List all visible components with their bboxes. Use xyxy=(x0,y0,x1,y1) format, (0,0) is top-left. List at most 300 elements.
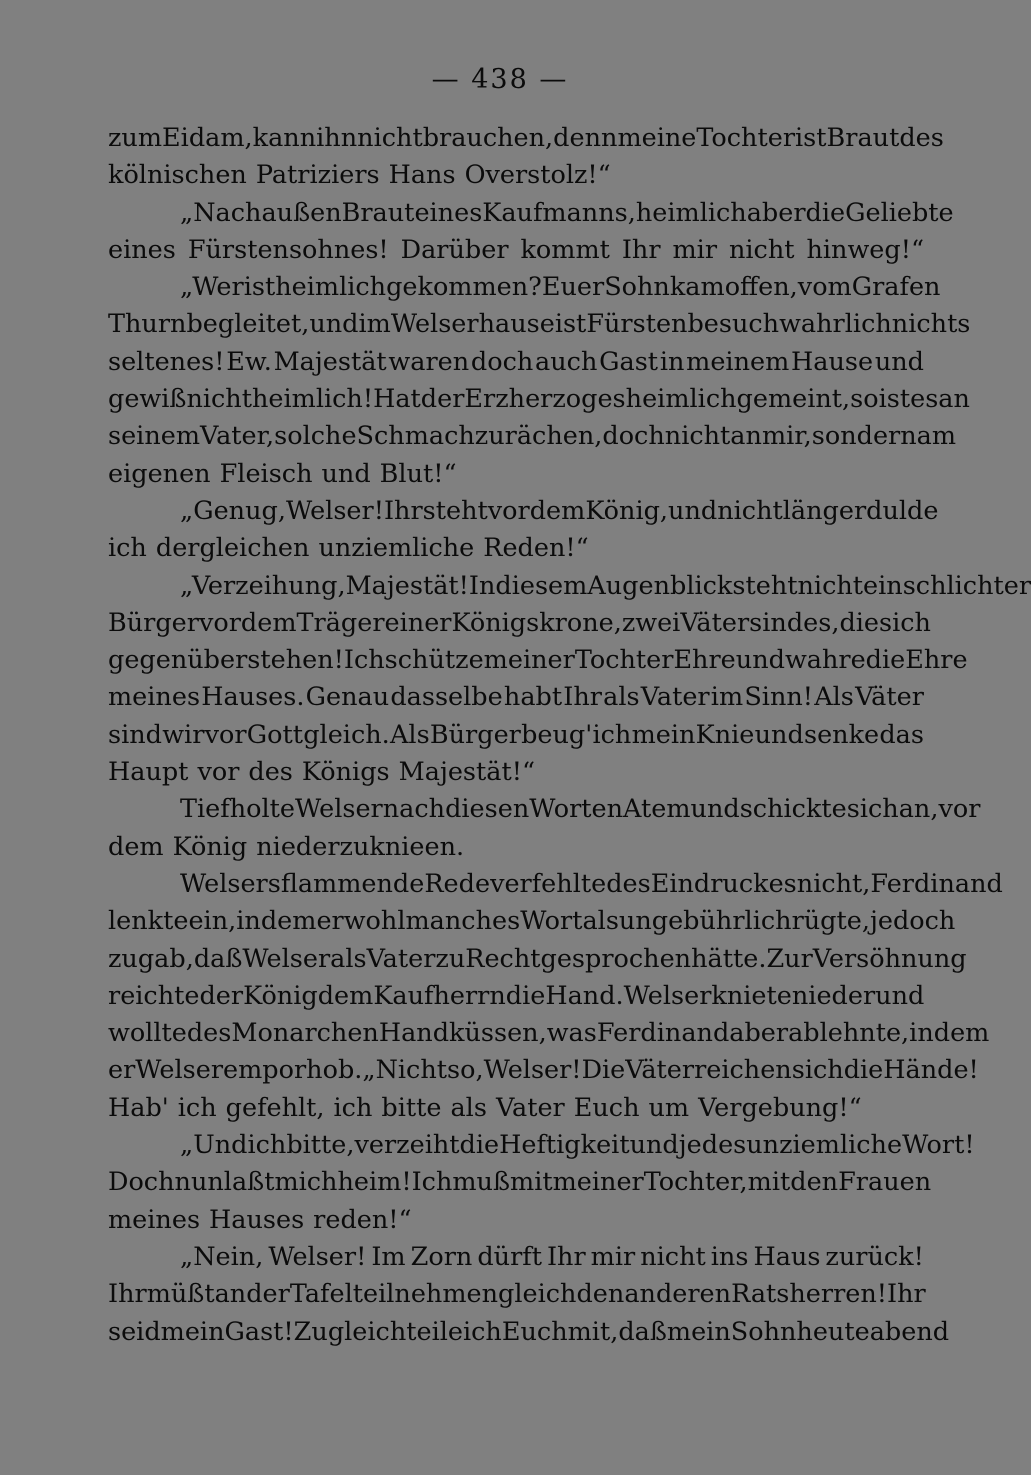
word: bitte, xyxy=(286,1130,355,1161)
text-line xyxy=(108,829,924,866)
word: Ihr xyxy=(563,682,602,713)
word: brauchen, xyxy=(422,123,554,153)
word: Die xyxy=(581,1055,626,1086)
word: ist xyxy=(878,384,911,415)
word: Ihr xyxy=(383,495,423,526)
word: indem xyxy=(909,1018,990,1049)
word: heimlich xyxy=(275,272,387,303)
word: „Wer xyxy=(180,272,244,303)
text-line xyxy=(108,1276,924,1313)
text-line xyxy=(108,1164,932,1201)
word: unziemliche xyxy=(318,533,475,564)
word: das xyxy=(879,719,924,750)
word: und xyxy=(309,309,359,340)
text-line xyxy=(108,456,924,493)
word: zwei xyxy=(621,607,681,638)
word: bitte xyxy=(381,1092,442,1123)
word: der xyxy=(420,384,465,415)
word: es xyxy=(597,384,626,415)
word: nicht xyxy=(664,421,731,452)
word: Geliebte xyxy=(845,197,954,228)
word: einer xyxy=(384,607,452,638)
word: Knie xyxy=(695,719,755,750)
word: beug' xyxy=(521,719,593,750)
word: als xyxy=(582,906,619,937)
word: ich xyxy=(108,533,147,564)
word: Majestät!“ xyxy=(398,757,536,788)
text-line xyxy=(108,1015,990,1052)
word: Zorn xyxy=(410,1241,473,1272)
word: als xyxy=(603,682,640,713)
word: denn xyxy=(553,123,618,153)
word: nicht xyxy=(357,123,423,153)
word: meinem xyxy=(686,346,790,377)
word: den xyxy=(576,1279,625,1310)
word: die xyxy=(459,1130,500,1161)
word: solche xyxy=(274,421,357,452)
word: heimlich xyxy=(635,197,747,228)
word: „Nach xyxy=(180,197,262,228)
word: eines xyxy=(414,197,483,228)
word: nun xyxy=(174,1167,224,1198)
word: des xyxy=(899,123,944,153)
word: Gast! xyxy=(224,1316,294,1347)
word: Ehre xyxy=(673,645,736,676)
word: es, xyxy=(803,607,840,638)
text-line xyxy=(108,1052,979,1089)
text-line xyxy=(108,1090,924,1127)
word: mir xyxy=(590,1241,636,1272)
word: zum xyxy=(108,123,163,153)
word: „Nicht xyxy=(362,1055,448,1086)
word: offen, xyxy=(724,272,798,303)
word: Welser xyxy=(135,1055,224,1086)
word: ich xyxy=(463,1316,502,1347)
text-line xyxy=(108,679,924,716)
word: um xyxy=(648,1092,690,1123)
word: Monarchen xyxy=(231,1018,379,1049)
word: flammende xyxy=(280,868,425,899)
word: und xyxy=(754,719,804,750)
word: er xyxy=(108,1055,136,1086)
word: nieder xyxy=(791,980,876,1011)
word: Eidam, xyxy=(162,123,253,153)
word: ich xyxy=(333,1092,373,1123)
word: „Verzeihung, xyxy=(180,570,346,601)
word: dem xyxy=(317,980,374,1011)
word: Vergebung!“ xyxy=(698,1092,862,1123)
word: sind xyxy=(749,607,804,638)
word: Bürger xyxy=(429,719,521,750)
word: Majestät! xyxy=(345,570,469,601)
page-number: — 438 — xyxy=(431,64,569,95)
word: Blut!“ xyxy=(379,458,457,489)
word: Braut xyxy=(341,197,415,228)
word: kommt xyxy=(520,234,610,265)
word: an xyxy=(938,384,970,415)
text-line xyxy=(108,306,971,343)
word: Welsers xyxy=(180,868,281,899)
word: Ew. xyxy=(226,346,272,377)
word: dem xyxy=(108,831,164,862)
word: Wort! xyxy=(902,1130,975,1161)
word: sondern xyxy=(811,421,917,452)
word: Als xyxy=(390,719,430,750)
word: Darüber xyxy=(400,234,509,265)
word: meines xyxy=(108,1204,201,1235)
word: gemeint, xyxy=(736,384,851,415)
word: außen xyxy=(261,197,342,228)
word: jedoch xyxy=(869,906,956,937)
word: wahrlich xyxy=(779,309,892,340)
word: mir xyxy=(672,234,718,265)
word: anderen xyxy=(624,1279,732,1310)
word: Versöhnung xyxy=(812,943,967,974)
word: Ehre xyxy=(905,645,968,676)
word: Fürstensohnes! xyxy=(187,234,389,265)
word: am xyxy=(916,421,957,452)
word: sind xyxy=(108,719,162,750)
word: jedes xyxy=(678,1130,747,1161)
word: im xyxy=(710,682,744,713)
word: rügte, xyxy=(791,906,870,937)
word: wohl xyxy=(343,906,406,937)
word: „Genug, xyxy=(180,495,286,526)
word: vor xyxy=(938,794,981,825)
word: ungebührlich xyxy=(618,906,792,937)
word: Hab' xyxy=(108,1092,169,1123)
word: ins xyxy=(710,1241,749,1272)
word: und xyxy=(875,980,925,1011)
word: unziemliche xyxy=(746,1130,903,1161)
word: daß xyxy=(618,1316,667,1347)
word: Ihr xyxy=(887,1279,926,1310)
word: hinweg!“ xyxy=(806,234,924,265)
word: zugab, xyxy=(108,943,194,974)
word: Braut xyxy=(826,123,900,153)
word: mit xyxy=(510,1167,553,1198)
word: vom xyxy=(797,272,852,303)
word: schütze xyxy=(384,645,484,676)
word: vor xyxy=(487,495,530,526)
word: Doch xyxy=(108,1167,175,1198)
word: und xyxy=(629,1130,679,1161)
word: Genau xyxy=(305,682,390,713)
word: muß xyxy=(452,1167,511,1198)
word: aber xyxy=(729,1018,789,1049)
word: nicht xyxy=(717,495,783,526)
word: die xyxy=(839,607,880,638)
word: heim! xyxy=(337,1167,412,1198)
word: niederzuknieen. xyxy=(256,831,465,862)
text-line xyxy=(108,381,970,418)
word: kniete xyxy=(711,980,792,1011)
word: habt xyxy=(503,682,563,713)
word: zurück! xyxy=(825,1241,924,1272)
word: sich xyxy=(791,1055,844,1086)
word: Welser xyxy=(294,794,383,825)
text-line xyxy=(108,1202,924,1239)
word: als xyxy=(450,1092,487,1123)
word: doch xyxy=(602,421,665,452)
word: meines xyxy=(108,682,201,713)
word: Ferdinand xyxy=(870,868,1003,899)
word: heute xyxy=(796,1316,870,1347)
word: sich xyxy=(879,607,931,638)
word: mich xyxy=(274,1167,338,1198)
word: Vater xyxy=(640,682,710,713)
word: nicht xyxy=(797,570,864,601)
word: zu xyxy=(435,943,466,974)
word: Vater, xyxy=(200,421,275,452)
word: seinem xyxy=(108,421,201,452)
word: abend xyxy=(869,1316,950,1347)
word: dulde xyxy=(866,495,939,526)
word: gefehlt, xyxy=(225,1092,325,1123)
word: in xyxy=(659,346,685,377)
word: die xyxy=(843,1055,884,1086)
word: teile xyxy=(406,1316,463,1347)
word: indem xyxy=(236,906,317,937)
text-line xyxy=(108,568,1031,605)
word: die xyxy=(805,197,846,228)
word: Träger xyxy=(296,607,385,638)
word: gleich xyxy=(498,1279,577,1310)
word: kölnischen xyxy=(108,160,247,191)
word: Overstolz!“ xyxy=(464,160,611,191)
word: Tafel xyxy=(289,1279,353,1310)
word: den xyxy=(790,1167,839,1198)
word: dem xyxy=(529,495,586,526)
word: gekommen? xyxy=(386,272,542,303)
word: Ich xyxy=(411,1167,453,1198)
word: der xyxy=(199,980,244,1011)
word: seid xyxy=(108,1316,161,1347)
text-line xyxy=(108,232,924,269)
word: König, xyxy=(585,495,669,526)
text-line xyxy=(108,791,981,828)
word: an xyxy=(214,1279,247,1310)
body-text xyxy=(108,120,1031,1351)
word: dürft xyxy=(477,1241,542,1272)
word: nicht xyxy=(728,234,795,265)
word: doch xyxy=(470,346,534,377)
word: so, xyxy=(447,1055,484,1086)
word: ist xyxy=(243,272,276,303)
word: Zur xyxy=(766,943,813,974)
word: und xyxy=(321,458,371,489)
word: hätte. xyxy=(691,943,767,974)
word: Sohn xyxy=(730,1316,797,1347)
word: Welser xyxy=(242,943,331,974)
word: nicht xyxy=(186,384,252,415)
word: schickte xyxy=(739,794,847,825)
word: ein xyxy=(863,570,903,601)
word: dem xyxy=(240,607,297,638)
word: Reden!“ xyxy=(483,533,589,564)
text-line xyxy=(108,418,957,455)
word: meiner xyxy=(483,645,575,676)
word: Gast xyxy=(599,346,659,377)
word: mit xyxy=(747,1167,791,1198)
word: Als xyxy=(814,682,854,713)
word: Welser xyxy=(623,980,712,1011)
word: Zugleich xyxy=(293,1316,407,1347)
word: Hauses. xyxy=(201,682,305,713)
text-line xyxy=(108,941,967,978)
word: ihn xyxy=(316,123,358,153)
word: Thurn xyxy=(108,309,187,340)
word: senke xyxy=(803,719,880,750)
text-line xyxy=(108,866,1003,903)
word: begleitet, xyxy=(186,309,310,340)
word: zu xyxy=(474,421,505,452)
word: gewiß xyxy=(108,384,187,415)
word: Recht xyxy=(465,943,541,974)
word: Welser! xyxy=(483,1055,582,1086)
word: Im xyxy=(371,1241,406,1272)
word: Eindruckes xyxy=(650,868,797,899)
text-line xyxy=(108,269,941,306)
word: der xyxy=(246,1279,290,1310)
word: verzeiht xyxy=(354,1130,460,1161)
word: Euer xyxy=(541,272,605,303)
word: mit, xyxy=(567,1316,619,1347)
word: küssen, xyxy=(449,1018,547,1049)
word: Grafen xyxy=(851,272,941,303)
word: Haupt xyxy=(108,757,189,788)
word: mein xyxy=(160,1316,225,1347)
word: ist xyxy=(795,123,827,153)
word: ist xyxy=(554,309,587,340)
text-line xyxy=(108,754,924,791)
word: Ihr xyxy=(108,1279,147,1310)
word: waren xyxy=(388,346,470,377)
word: als xyxy=(330,943,367,974)
word: Augenblick xyxy=(587,570,733,601)
word: an xyxy=(730,421,762,452)
word: Hand xyxy=(378,1018,450,1049)
word: Ratsherren! xyxy=(731,1279,888,1310)
word: ein, xyxy=(188,906,237,937)
word: mir, xyxy=(761,421,812,452)
word: gesprochen xyxy=(540,943,692,974)
word: Ferdinand xyxy=(596,1018,730,1049)
word: die xyxy=(505,980,546,1011)
word: Kaufmanns, xyxy=(482,197,636,228)
word: so xyxy=(850,384,879,415)
word: Bürger xyxy=(108,607,199,638)
word: In xyxy=(468,570,496,601)
word: manches xyxy=(405,906,521,937)
text-line xyxy=(108,157,924,194)
word: Tochter, xyxy=(643,1167,748,1198)
word: kann xyxy=(252,123,317,153)
text-line xyxy=(108,195,954,232)
word: des xyxy=(248,757,293,788)
word: kam xyxy=(669,272,725,303)
word: nichts xyxy=(891,309,971,340)
word: dasselbe xyxy=(390,682,503,713)
word: er xyxy=(316,906,344,937)
word: reden!“ xyxy=(313,1204,412,1235)
word: Erzherzog xyxy=(464,384,598,415)
word: Gott xyxy=(246,719,304,750)
word: Euch xyxy=(501,1316,568,1347)
word: Väter xyxy=(855,682,924,713)
word: Ich xyxy=(343,645,385,676)
word: was xyxy=(546,1018,597,1049)
word: vor xyxy=(204,719,247,750)
word: nach xyxy=(382,794,446,825)
text-line xyxy=(108,344,924,381)
word: Hause xyxy=(791,346,874,377)
word: schlichter xyxy=(902,570,1031,601)
word: Frauen xyxy=(838,1167,932,1198)
word: lenkte xyxy=(108,906,189,937)
word: Fürstenbesuch xyxy=(586,309,780,340)
word: Königskrone, xyxy=(451,607,622,638)
word: Königs xyxy=(301,757,390,788)
word: Fleisch xyxy=(219,458,313,489)
word: eines xyxy=(108,234,176,265)
word: steht xyxy=(422,495,488,526)
word: dergleichen xyxy=(155,533,310,564)
word: Hand. xyxy=(545,980,624,1011)
word: heimlich xyxy=(625,384,737,415)
word: Hände! xyxy=(883,1055,979,1086)
word: sich xyxy=(846,794,899,825)
word: müßt xyxy=(146,1279,215,1310)
word: und xyxy=(690,794,740,825)
word: Ihr xyxy=(546,1241,586,1272)
word: diesen xyxy=(445,794,530,825)
word: „Nein, xyxy=(180,1241,264,1272)
word: reichen xyxy=(694,1055,792,1086)
word: Heftigkeit xyxy=(499,1130,630,1161)
word: Hauses xyxy=(209,1204,305,1235)
word: länger xyxy=(782,495,867,526)
word: vor xyxy=(198,607,241,638)
word: und xyxy=(874,346,924,377)
text-line xyxy=(108,1127,975,1164)
word: laßt xyxy=(223,1167,275,1198)
word: Sinn! xyxy=(744,682,814,713)
text-line xyxy=(108,530,924,567)
word: aber xyxy=(746,197,806,228)
text-line xyxy=(108,642,968,679)
word: ablehnte, xyxy=(788,1018,910,1049)
word: Haus xyxy=(753,1241,821,1272)
word: und xyxy=(668,495,718,526)
word: ich xyxy=(592,719,632,750)
word: eigenen xyxy=(108,458,211,489)
word: seltenes! xyxy=(108,346,225,377)
word: Worten xyxy=(529,794,624,825)
word: Hans xyxy=(388,160,456,191)
word: verfehlte xyxy=(490,868,607,899)
word: wahre xyxy=(784,645,866,676)
word: Wort xyxy=(520,906,583,937)
word: ich xyxy=(247,1130,287,1161)
word: es xyxy=(910,384,939,415)
word: und xyxy=(735,645,785,676)
word: diesem xyxy=(495,570,588,601)
word: an, xyxy=(898,794,939,825)
word: Welser! xyxy=(268,1241,367,1272)
word: Tief xyxy=(180,794,230,825)
word: Kaufherrn xyxy=(373,980,506,1011)
